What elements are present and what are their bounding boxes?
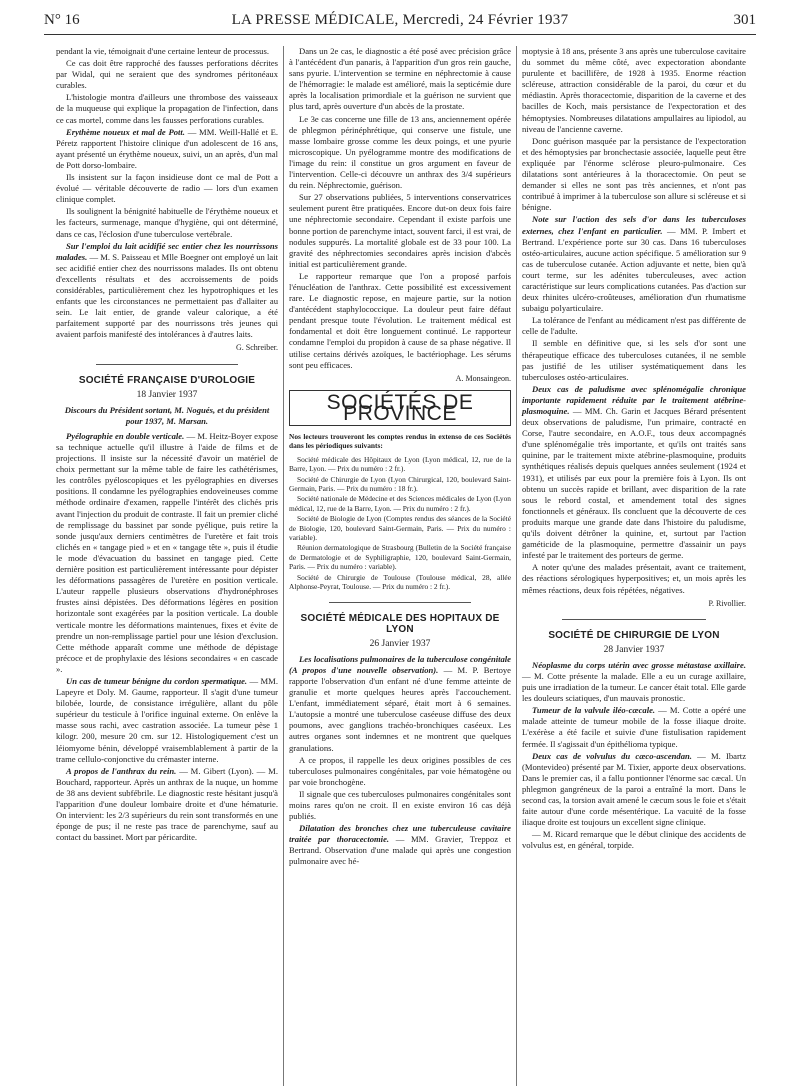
article (522, 705, 746, 749)
signature: A. Monsaingeon. (455, 373, 511, 383)
article-title: Un cas de tumeur bénigne du cordon spermatique. (66, 675, 248, 686)
paragraph: Le rapporteur remarque que l'on a proposé parfois l'énucléation de l'anthrax. Cette possibilité est excessivement rare. Le diagnostic repose, en majeure partie, sur la notion d'antécédent staphylococcique. La douleur peut faire défaut pendant presque toute l'évolution. Le traitement médical est fondamental et doit être longuement continué. Le rapporteur condamne l'emploi du propidon à cause de sa phase négative. Il utilise certains dérivés azoïques, le bactériophage. Les sérums sont peu efficaces. (289, 270, 511, 370)
column-divider (516, 46, 517, 1086)
article-text: — M. Gibert (Lyon). — M. Bouchard, rapporteur. Après un anthrax de la nuque, un homme de 38 ans devient subfébrile. Le diagnostic reste hésitant jusqu'à l'apparition d'une douleur lombaire droite et d'une hématurie. On intervient: les 2/3 supérieurs du rein sont transformés en une éponge de pus; il ne reste pas trace de parenchyme, sauf au contact du bassinet. Mort par péricardite. (56, 765, 278, 843)
article-text: — MM. Ch. Garin et Jacques Bérard présentent deux observations de paludisme, l'un primaire, contracté en Corse, l'autre secondaire, en A.O.F., tous deux accompagnés d'une splénomégalie très importante, et qu'ils ont traités sans quinine, par le traitement mixte atébrine-plasmoquine, produits synthétiques réalisés depuis quelques années seulement (1924 et 1931), et utilisés par eux pour la première fois à Lyon. Ils ont obtenu un succès rapide et brillant, avec disparition de la rate sous le rebord costal, et amendement total des signes fonctionnels et généraux. Ils concluent que la découverte de ces produits marque une grande date dans l'histoire du paludisme, qu'ils doivent détrôner la quinine, et, surtout par l'action gaméticide de la plasmoquine, permettre d'assainir un pays infesté par le traitement des porteurs de germe. (522, 406, 746, 561)
column-divider (283, 46, 284, 1086)
periodical-item: Société de Chirurgie de Lyon (Lyon Chirurgical, 120, boulevard Saint-Germain, Paris. — Prix du numéro : 18 fr.). (289, 474, 511, 494)
paragraph: — M. Ricard remarque que le début clinique des accidents de volvulus est, en général, torpide. (522, 829, 746, 851)
paragraph: Ils soulignent la bénignité habituelle de l'érythème noueux et les facteurs, surmenage, manque d'hygiène, qui ont déterminé, dans ce cas, l'éclosion d'une tuberculose vertébrale. (56, 206, 278, 239)
article-title: Néoplasme du corps utérin avec grosse métastase axillaire. (532, 659, 746, 670)
periodical-item: Société de Biologie de Lyon (Comptes rendus des séances de la Société de Biologie, 120, boulevard Saint-Germain, Paris. — Prix du numéro : variable). (289, 514, 511, 543)
periodicals-intro: Nos lecteurs trouveront les comptes rendus in extenso de ces Sociétés dans les périodiques suivants: (289, 432, 511, 451)
province-societies-banner (289, 390, 511, 426)
periodical-item: Société de Chirurgie de Toulouse (Toulouse médical, 28, allée Alphonse-Peyrat, Toulouse. — Prix du numéro : 2 fr.). (289, 572, 511, 592)
society-title: SOCIÉTÉ FRANÇAISE D'UROLOGIE (78, 374, 256, 386)
article (289, 654, 511, 754)
article (522, 751, 746, 829)
header-rule (44, 34, 756, 35)
paragraph: moptysie à 18 ans, présente 3 ans après une tuberculose cavitaire du sommet du même côté, avec expectoration abondante purulente et bacillifère, de 1928 à 1935. Enorme réaction scléreuse, attraction considérable de la paroi, du cœur et du médiastin. Après thoracectomie, disparition de la caverne et des bacilles de Koch, mais persistance de l'expectoration et des hémoptysies. Nombreuses dilatations ampullaires au lipiodol, au niveau de l'ancienne caverne. (522, 46, 746, 134)
signature: P. Rivollier. (708, 598, 746, 608)
article-text: — M. Heitz-Boyer expose sa technique actuelle qu'il illustre à l'aide de films et de projections. Il insiste sur la nécessité d'avoir un matériel de choix permettant sur la même table de faire les cathétérismes, les contrôles pyéloscopiques et les pyélographies en diverses positions. Il condamne les pyélographies endoveineuses comme méthode ordinaire d'examen, rappelle l'intérêt des clichés pris avant l'injection du produit de contraste. Il fait un premier cliché de remplissage du bassinet par sonde pyélique, puis retire la sonde jusqu'aux derniers centimètres de l'uretère et fait trois clichés en « tangage pied » et en « tangage tête », puis il étudie le mode d'évacuation du bassinet en tangage pied. Cette dernière position est particulièrement intéressante pour dépister les déformations passagères de l'uretère en position verticale. L'auteur rappelle plusieurs observations d'hydronéphroses frustes ainsi dépistées. Des déformations légères en position horizontale sont exagérées par la position verticale. La double verticale montre les déformations maintenues, fixes et évite de prendre un non-remplissage partiel pour une lésion d'exclusion. Cette méthode apparaît comme une méthode de dépistage précoce et de prophylaxie des lésions secondaires « en cascade ». (56, 430, 278, 674)
article (522, 384, 746, 562)
periodicals-list (289, 432, 511, 592)
article-title: Sur l'emploi du lait acidifié sec entier chez les nourrissons malades. (56, 240, 278, 262)
periodical-item: Société nationale de Médecine et des Sciences médicales de Lyon (Lyon médical, 12, rue de la Barre, Lyon. — Prix du numéro : 2 fr.). (289, 494, 511, 513)
article-text: — MM. Weill-Hallé et E. Péretz rapportent l'histoire clinique d'un adolescent de 16 ans, ayant présenté un érythème noueux, suivi, un an après, d'un mal de Pott dorso-lombaire. (56, 126, 279, 170)
article (56, 766, 278, 844)
paragraph: Il semble en définitive que, si les sels d'or sont une thérapeutique efficace des tuberculoses cutanées, il ne semble pas justifié de les utiliser systématiquement dans les tuberculoses ostéo-articulaires. (522, 338, 746, 382)
article (522, 660, 746, 704)
article-title: Tumeur de la valvule iléo-cæcale. (532, 705, 656, 716)
article (56, 431, 278, 675)
column-2 (289, 46, 511, 869)
article (289, 823, 511, 867)
column-3 (522, 46, 746, 852)
paragraph: Ils insistent sur la façon insidieuse dont ce mal de Pott a évolué — véritable découverte de radio — lors d'un examen clinique complet. (56, 172, 278, 205)
paragraph: La tolérance de l'enfant au médicament n'est pas différente de celle de l'adulte. (522, 315, 746, 337)
article-text: — MM. Lapeyre et Doly. M. Gaume, rapporteur. Il s'agit d'une tumeur bilobée, lourde, de consistance irrégulière, allant du pôle supérieur du testicule à l'orifice inguinal externe. On enlève la masse sous rachi, avec castration associée. La tumeur pèse 1 kilogr. 200, mesure 20 cm. sur 12. Histologiquement c'est un léiomyome bénin, développé vraisemblablement à partir de la trame cellulo-conjonctive du crémaster interne. (56, 675, 278, 764)
paragraph: Dans un 2e cas, le diagnostic a été posé avec précision grâce à l'antécédent d'un panaris, à l'apparition d'un gros rein gauche, sans pyurie. L'intervention se termine en néphrectomie à cause de l'hémorragie: le malade est amélioré, mais la septicémie dure après la localisation primordiale et la guérison ne survient que plus tard, après ouverture d'un abcès de la prostate. (289, 46, 511, 112)
paragraph: A ce propos, il rappelle les deux origines possibles de ces tuberculoses pulmonaires congénitales, par voie hématogène ou par voie bronchogène. (289, 754, 511, 787)
article-text: — M. S. Paisseau et Mlle Boegner ont employé un lait sec acidifié entier chez des nourrissons malades. Ils ont obtenu d'excellents résultats et des accroissements de poids considérables, particulièrement chez les hypotrophiques et les enfants que les circonstances ne permettaient pas d'allaiter au sein. Le lait entier, de grande valeur calorique, a été parfaitement supporté par des nourrissons très jeunes qui avaient parfois manifesté des intolérances à d'autres laits. (56, 251, 278, 340)
periodical-item: Réunion dermatologique de Strasbourg (Bulletin de la Société française de Dermatologie et de Syphiligraphie, 120, boulevard Saint-Germain, Paris. — Prix du numéro : variable). (289, 543, 511, 572)
article-title: Note sur l'action des sels d'or dans les tuberculoses externes, chez l'enfant en particulier. (522, 214, 746, 236)
article (56, 127, 278, 171)
article-title: Les localisations pulmonaires de la tuberculose congénitale (A propos d'une nouvelle observation). (289, 653, 511, 675)
paragraph: Sur 27 observations publiées, 5 interventions conservatrices seulement purent être pratiquées. Encore dut-on deux fois faire une néphrectomie secondaire. Cependant il existe parfois une bonne portion de parenchyme intact, souvent farci, il est vrai, de nodules suppurés. La mortalité globale est de 33 pour 100. La gravité des néphrectomies secondaires après incision d'abcès initial est particulièrement grande. (289, 192, 511, 269)
article-text: — MM. P. Imbert et Bertrand. L'expérience porte sur 30 cas. Dans 16 tuberculoses ostéo-articulaires, aucune action spécifique. 5 amélioration sur 9 cas de tuberculose cutanée. Action adjuvante et nette, bien qu'à court terme, sur les adénites tuberculeuses, avec action caractéristique sur leurs complications cutanées. Pas d'action sur deux rhinites ulcéro-croûteuses, amélioration d'un rhumatisme subaigu polyarticulaire. (522, 225, 746, 314)
article-title: Deux cas de volvulus du cæco-ascendan. (532, 750, 692, 761)
paragraph: Donc guérison masquée par la persistance de l'expectoration et des hémoptysies par bronchectasie associée, laquelle peut être expliquée par l'énorme sclérose pleuro-pulmonaire. Ces dilatations sont antérieures à la thoracectomie. On peut se demander si elles ne sont pas très anciennes, et n'ont pas contribué à imprimer à la tuberculose son allure si scléreuse et si bénigne. (522, 135, 746, 213)
session-date: 28 Janvier 1937 (603, 644, 665, 655)
periodical-item: Société médicale des Hôpitaux de Lyon (Lyon médical, 12, rue de la Barre, Lyon. — Prix du numéro : 2 fr.). (289, 454, 511, 474)
session-date: 18 Janvier 1937 (136, 389, 198, 400)
article-text: — M. Ibartz (Montevideo) présenté par M. Tixier, apporte deux observations. Dans le premier cas, il a fallu pontionner l'énorme sac cæcal. Un phlegmon gangréneux de la paroi a entraîné la mort. Dans le second cas, la torsion avait amené le cæcum sous le foie et s'était faite autour d'une corde mésentérique. La vacuité de la fosse iliaque droite est toujours un excellent signe clinique. (522, 750, 747, 828)
article-text: — M. Cotte présente la malade. Elle a eu un curage axillaire, puis une irradiation de la tumeur. Le cancer était total. Elle garde les douleurs sciatiques, d'un mauvais pronostic. (522, 670, 746, 704)
paragraph: L'histologie montra d'ailleurs une thrombose des vaisseaux de la muqueuse qui explique la propagation de l'infection, dans ce cas mortel, comme dans les fausses perforations curables. (56, 92, 278, 125)
article-text: — M. Cotte a opéré une malade atteinte de tumeur mobile de la fosse iliaque droite. L'exérèse a été facile et suivie d'une fistulisation rapidement fermée. Il s'agissait d'un épithélioma typique. (522, 705, 746, 749)
page-number: 301 (733, 12, 756, 28)
society-title: SOCIÉTÉ DE CHIRURGIE DE LYON (548, 629, 720, 641)
article-title: Erythème noueux et mal de Pott. (66, 126, 185, 137)
article-text: — M. P. Bertoye rapporte l'observation d'un enfant né d'une femme atteinte de granulie et morte quelques heures après l'accouchement. L'enfant, immédiatement séparé, était mort à 6 semaines. L'autopsie a montré une tuberculose caséeuse diffuse des deux poumons, avec ganglions trachéo-bronchiques caséeux. Les autres organes sont indemnes et ne montrent que quelques granulations. (289, 664, 511, 753)
article-title: Deux cas de paludisme avec splénomégalie chronique importante rapidement réduite par le traitement atébrine-plasmoquine. (522, 383, 746, 416)
article-title: Dilatation des bronches chez une tuberculeuse cavitaire traitée par thoracectomie. (289, 823, 511, 845)
paragraph: Le 3e cas concerne une fille de 13 ans, anciennement opérée de phlegmon périnéphrétique, qui conserve une fistule, une masse lombaire grosse comme les deux poings, et une pyurie microscopique. Un pyélogramme montre des modifications de l'image du rein: il constitue un gros argument en faveur de l'intervention. Celle-ci découvre un anthrax des 3/4 supérieurs du rein. Néphrectomie, guérison. (289, 113, 511, 191)
session-date: 26 Janvier 1937 (369, 638, 431, 649)
signature: G. Schreiber. (236, 343, 278, 353)
separator (96, 364, 238, 365)
separator (329, 602, 471, 603)
article-title: A propos de l'anthrax du rein. (66, 765, 177, 776)
article (56, 676, 278, 765)
paragraph: Il signale que ces tuberculoses pulmonaires congénitales sont moins rares qu'on ne croit. Il en existe environ 16 cas déjà publiés. (289, 788, 511, 822)
society-title: SOCIÉTÉ MÉDICALE DES HOPITAUX DE LYON (300, 612, 500, 635)
discourse-heading: Discours du Président sortant, M. Nogués, et du président pour 1937, M. Marsan. (64, 404, 270, 426)
column-1 (56, 46, 278, 844)
article (522, 214, 746, 314)
article (56, 241, 278, 341)
banner-title: SOCIÉTÉS DE PROVINCE (326, 390, 474, 425)
journal-title: LA PRESSE MÉDICALE, Mercredi, 24 Février 1937 (231, 12, 569, 28)
article-title: Pyélographie en double verticale. (66, 430, 185, 441)
paragraph: A noter qu'une des malades présentait, avant ce traitement, des réactions sérologiques hyperpositives; et, un mois après les mêmes réactions, deux fois répétées, négatives. (522, 562, 746, 595)
article-text: — MM. Gravier, Treppoz et Bertrand. Observation d'une malade qui après une congestion pulmonaire avec hé- (289, 834, 511, 867)
page-header (44, 8, 756, 36)
paragraph: pendant la vie, témoignait d'une certaine lenteur de processus. (56, 46, 269, 56)
paragraph: Ce cas doit être rapproché des fausses perforations décrites par Widal, qui ne seraient que des syndromes péritonéaux curables. (56, 58, 278, 91)
issue-number: N° 16 (44, 12, 80, 28)
separator (562, 619, 706, 620)
